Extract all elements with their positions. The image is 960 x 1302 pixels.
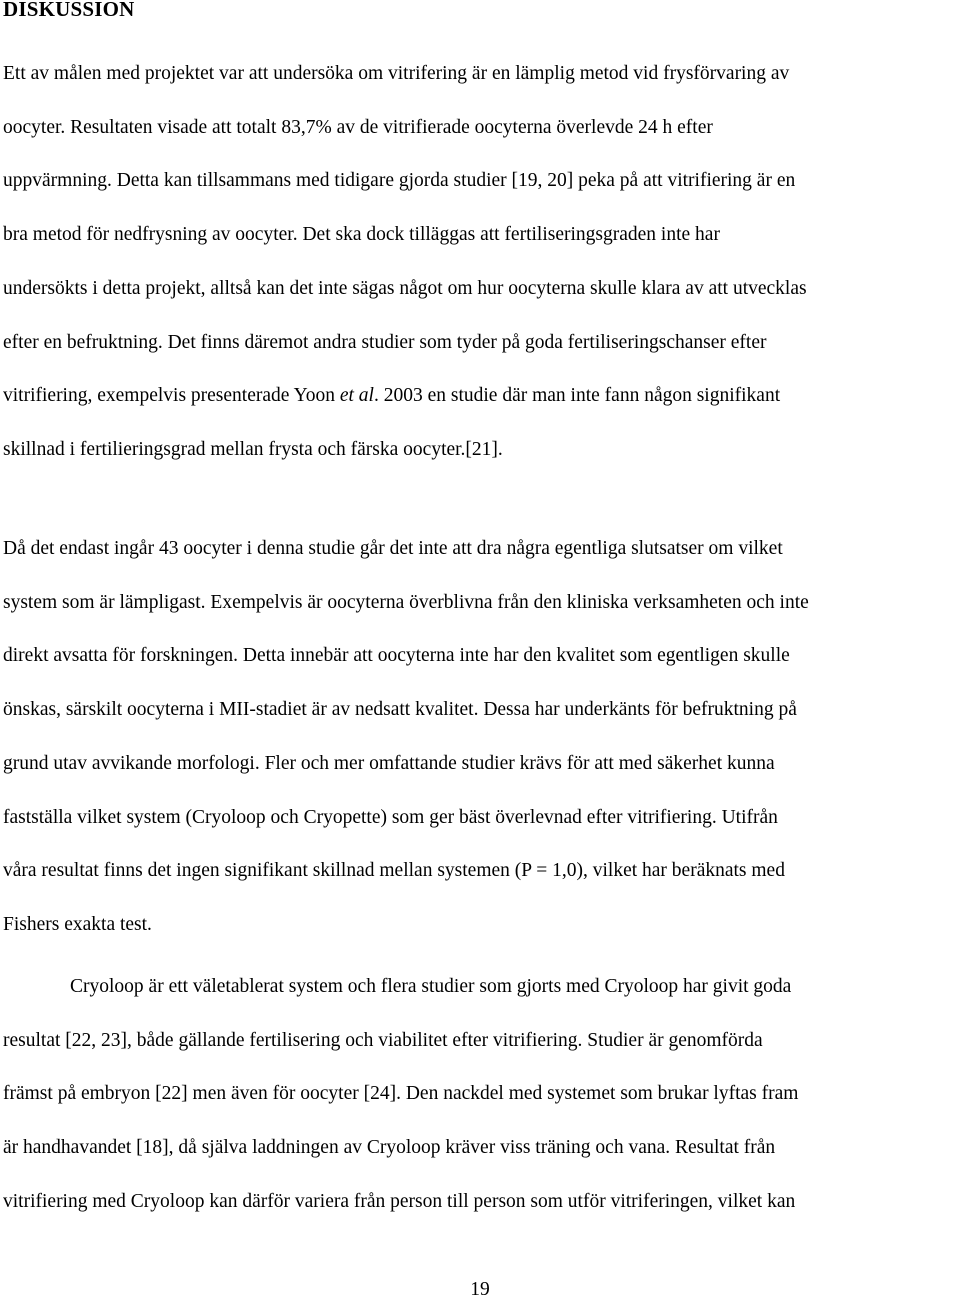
paragraph-3-line-1: Cryoloop är ett väletablerat system och flera studier som gjorts med Cryoloop har givit goda xyxy=(70,976,792,997)
paragraph-1-line-7 xyxy=(3,369,960,423)
paragraph-3-line-3: främst på embryon [22] men även för oocyter [24]. Den nackdel med systemet som brukar lyftas fram xyxy=(3,1083,799,1105)
paragraph-2-line-8: Fishers exakta test. xyxy=(3,913,152,935)
paragraph-1-line-6: efter en befruktning. Det finns däremot andra studier som tyder på goda fertiliseringschanser efter xyxy=(3,331,767,353)
paragraph-2-line-4: önskas, särskilt oocyterna i MII-stadiet är av nedsatt kvalitet. Dessa har underkänts för befruktning på xyxy=(3,699,797,721)
paragraph-1-line-1: Ett av målen med projektet var att undersöka om vitrifering är en lämplig metod vid frysförvaring av xyxy=(3,63,790,84)
paragraph-1-line-7-start: vitrifiering, exempelvis presenterade Yoon xyxy=(3,385,340,407)
paragraph-1-line-2: oocyter. Resultaten visade att totalt 83,7% av de vitrifierade oocyterna överlevde 24 h efter xyxy=(3,116,713,138)
paragraph-3-line-5: vitrifiering med Cryoloop kan därför variera från person till person som utför vitriferingen, vilket kan xyxy=(3,1190,796,1212)
paragraph-3 xyxy=(3,960,960,1229)
paragraph-1-line-8: skillnad i fertilieringsgrad mellan frysta och färska oocyter.[21]. xyxy=(3,438,503,460)
paragraph-2 xyxy=(3,522,960,952)
page-number: 19 xyxy=(470,1279,490,1300)
section-heading: DISKUSSION xyxy=(3,0,135,21)
paragraph-1 xyxy=(3,47,960,477)
paragraph-2-line-6: fastställa vilket system (Cryoloop och Cryopette) som ger bäst överlevnad efter vitrifiering. Utifrån xyxy=(3,806,778,828)
paragraph-2-line-2: system som är lämpligast. Exempelvis är oocyterna överblivna från den kliniska verksamheten och inte xyxy=(3,591,809,613)
paragraph-1-line-4: bra metod för nedfrysning av oocyter. Det ska dock tilläggas att fertiliseringsgraden inte har xyxy=(3,224,720,246)
paragraph-2-line-3: direkt avsatta för forskningen. Detta innebär att oocyterna inte har den kvalitet som egentligen skulle xyxy=(3,645,790,667)
paragraph-3-line-2: resultat [22, 23], både gällande fertilisering och viabilitet efter vitrifiering. Studier är genomförda xyxy=(3,1029,763,1051)
paragraph-2-line-7: våra resultat finns det ingen signifikant skillnad mellan systemen (P = 1,0), vilket har beräknats med xyxy=(3,860,785,882)
paragraph-1-line-7-end: . 2003 en studie där man inte fann någon signifikant xyxy=(373,385,781,407)
paragraph-1-line-5: undersökts i detta projekt, alltså kan det inte sägas något om hur oocyterna skulle klara av att utvecklas xyxy=(3,277,807,299)
et-al-italic: et al xyxy=(339,385,374,407)
paragraph-3-line-4: är handhavandet [18], då själva laddningen av Cryoloop kräver viss träning och vana. Resultat från xyxy=(3,1137,776,1159)
paragraph-2-line-5: grund utav avvikande morfologi. Fler och mer omfattande studier krävs för att med säkerhet kunna xyxy=(3,752,775,774)
paragraph-2-line-1: Då det endast ingår 43 oocyter i denna studie går det inte att dra några egentliga slutsatser om vilket xyxy=(3,538,783,559)
paragraph-1-line-3: uppvärmning. Detta kan tillsammans med tidigare gjorda studier [19, 20] peka på att vitrifiering är en xyxy=(3,170,796,192)
